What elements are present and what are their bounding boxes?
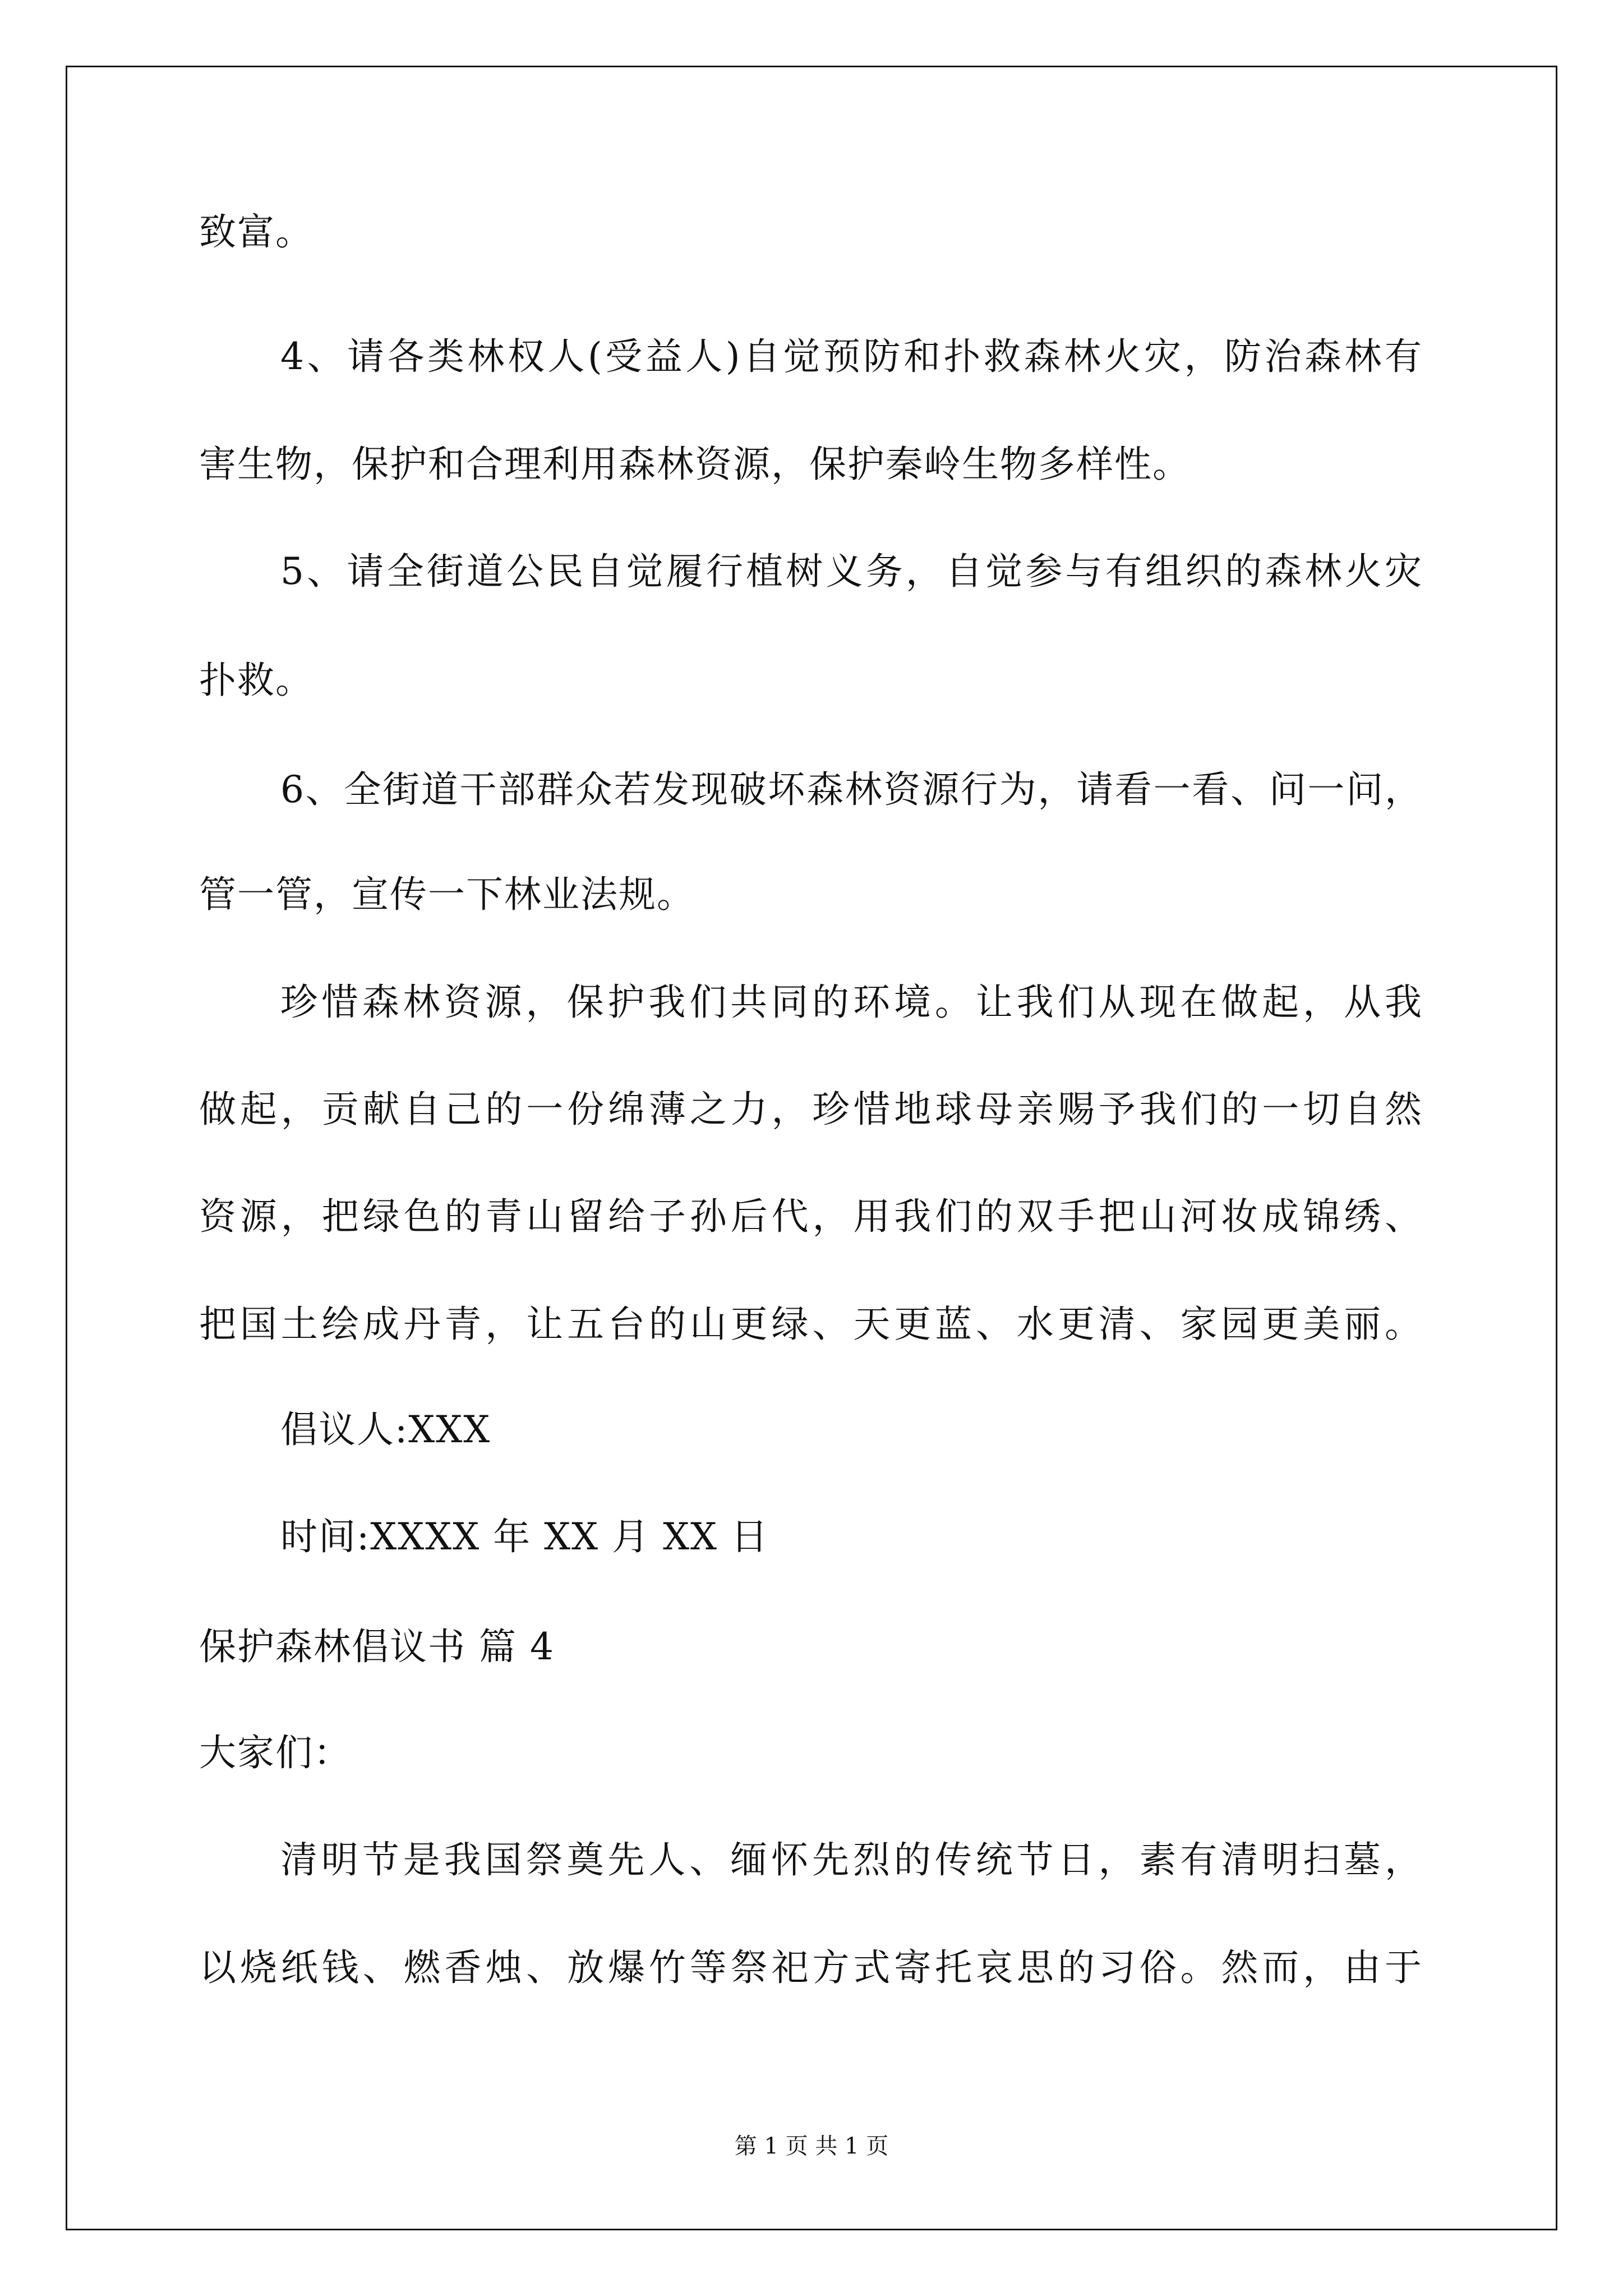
paragraph-line: 致富。 <box>199 210 313 254</box>
section-heading: 保护森林倡议书 篇 4 <box>199 1625 555 1668</box>
paragraph-line: 做起，贡献自己的一份绵薄之力，珍惜地球母亲赐予我们的一切自然 <box>199 1088 1422 1131</box>
page-number-footer: 第 1 页 共 1 页 <box>734 2133 889 2159</box>
paragraph-line: 管一管，宣传一下林业法规。 <box>199 873 695 916</box>
paragraph-line: 扑救。 <box>199 659 313 702</box>
paragraph-line: 以烧纸钱、燃香烛、放爆竹等祭祀方式寄托哀思的习俗。然而，由于 <box>199 1946 1422 1989</box>
paragraph-line: 把国土绘成丹青，让五台的山更绿、天更蓝、水更清、家园更美丽。 <box>199 1303 1422 1346</box>
paragraph-line: 珍惜森林资源，保护我们共同的环境。让我们从现在做起，从我 <box>280 981 1422 1024</box>
salutation-line: 大家们： <box>199 1731 352 1774</box>
paragraph-line: 清明节是我国祭奠先人、缅怀先烈的传统节日，素有清明扫墓， <box>280 1838 1422 1881</box>
paragraph-line: 害生物，保护和合理利用森林资源，保护秦岭生物多样性。 <box>199 443 1191 486</box>
page-border <box>66 66 1557 2230</box>
signatory-line: 倡议人:XXX <box>280 1408 491 1451</box>
paragraph-line: 4、请各类林权人(受益人)自觉预防和扑救森林火灾，防治森林有 <box>280 335 1422 378</box>
paragraph-line: 6、全街道干部群众若发现破坏森林资源行为，请看一看、问一问， <box>280 768 1422 811</box>
paragraph-line: 资源，把绿色的青山留给子孙后代，用我们的双手把山河妆成锦绣、 <box>199 1195 1422 1238</box>
paragraph-line: 5、请全街道公民自觉履行植树义务，自觉参与有组织的森林火灾 <box>280 550 1422 593</box>
date-line: 时间:XXXX 年 XX 月 XX 日 <box>280 1515 769 1558</box>
